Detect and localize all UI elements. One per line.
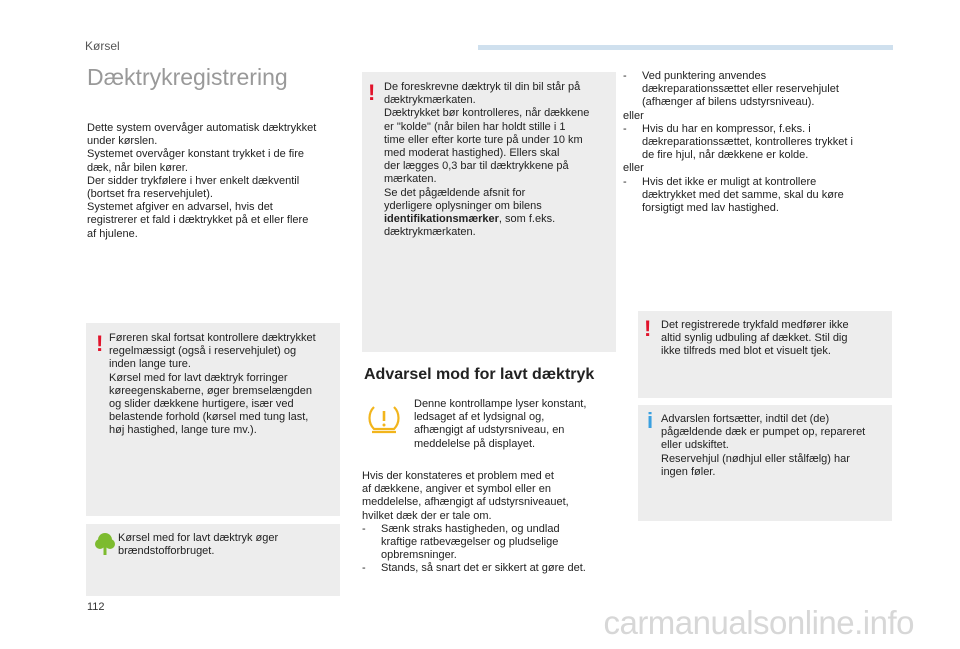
warning-line: Føreren skal fortsat kontrollere dæktrykket — [109, 332, 316, 344]
driver-warning-box — [86, 323, 340, 516]
pressure-line: time eller efter korte ture på under 10 km — [384, 133, 583, 146]
list-dash: - — [623, 122, 627, 135]
list-line: dækreparationssættet, kontrolleres trykket i — [642, 136, 853, 149]
intro-line: Systemet overvåger konstant trykket i de fire — [87, 148, 305, 161]
body-line: hvilket dæk der er tale om. — [362, 509, 492, 522]
intro-line: (bortset fra reservehjulet). — [87, 188, 213, 201]
list-line: (afhænger af bilens udstyrsniveau). — [642, 96, 815, 109]
warning-line: Kørsel med for lavt dæktryk forringer — [109, 371, 288, 384]
list-line: Hvis det ikke er muligt at kontrollere — [642, 175, 817, 188]
after-bold: , som f.eks. — [498, 213, 556, 226]
detection-line: Det registrerede trykfald medfører ikke — [661, 319, 849, 331]
low-pressure-heading: Advarsel mod for lavt dæktryk — [364, 366, 595, 383]
pressure-line: er "kolde" (når bilen har holdt stille i 1 — [384, 120, 566, 133]
list-dash: - — [623, 70, 627, 82]
body-line: meddelelse, afhængigt af udstyrsniveauet, — [362, 496, 569, 509]
intro-line: dæk, når bilen kører. — [87, 161, 188, 174]
body-line: af dækkene, angiver et symbol eller en — [362, 483, 551, 496]
detection-warning-text — [661, 319, 889, 359]
info-line: Reservehjul (nødhjul eller stålfælg) har — [661, 452, 850, 465]
warning-line: inden lange ture. — [109, 358, 191, 371]
info-line: Advarslen fortsætter, indtil det (de) — [661, 413, 830, 425]
exclamation-icon: ! — [96, 331, 104, 356]
pressure-line: der lægges 0,3 bar til dæktrykkene på — [384, 160, 569, 173]
list-line: Stands, så snart det er sikkert at gøre det. — [381, 562, 586, 575]
list-line: Ved punktering anvendes — [642, 70, 767, 82]
list-item — [623, 123, 893, 163]
intro-line: Systemet afgiver en advarsel, hvis det — [87, 201, 273, 214]
tyre-pressure-warning-icon — [366, 403, 402, 435]
eco-note-box — [86, 524, 340, 596]
intro-line: registrerer et fald i dæktrykket på et eller flere — [87, 214, 309, 227]
info-icon: i — [647, 408, 654, 433]
eco-line: Kørsel med for lavt dæktryk øger — [118, 532, 279, 544]
pressure-line: De foreskrevne dæktryk til din bil står på — [384, 81, 581, 93]
or-line: eller — [623, 162, 644, 175]
pressure-line: mærkaten. — [384, 173, 437, 186]
or-line: eller — [623, 109, 644, 122]
lamp-line: meddelelse på displayet. — [414, 437, 536, 450]
pressure-line: yderligere oplysninger om bilens — [384, 199, 542, 212]
list-line: dækreparationssættet eller reservehjulet — [642, 83, 839, 96]
eco-line: brændstofforbruget. — [118, 545, 215, 558]
info-line: ingen føler. — [661, 465, 716, 478]
list-dash: - — [362, 522, 366, 535]
info-line: pågældende dæk er pumpet op, repareret — [661, 426, 866, 439]
list-dash: - — [362, 562, 366, 575]
page-title: Dæktrykregistrering — [87, 64, 288, 90]
pressure-line: med moderat hastighed). Ellers skal — [384, 147, 560, 160]
list-line: Hvis du har en kompressor, f.eks. i — [642, 122, 811, 135]
lamp-line: afhængigt af udstyrsniveau, en — [414, 424, 565, 437]
lamp-line: ledsaget af et lydsignal og, — [414, 411, 545, 424]
tree-icon — [94, 532, 116, 556]
watermark: carmanualsonline.info — [603, 604, 914, 641]
info-note-text — [661, 413, 889, 479]
intro-line: Der sidder trykfølere i hver enkelt dækventil — [87, 174, 300, 187]
exclamation-icon: ! — [368, 80, 376, 105]
warning-line: belastende forhold (kørsel med tung last, — [109, 411, 309, 424]
exclamation-icon: ! — [644, 316, 652, 341]
lamp-description — [414, 398, 614, 451]
warning-line: køreegenskaberne, øger bremselængden — [109, 384, 313, 397]
eco-note-text — [118, 532, 333, 558]
list-line: opbremsninger. — [381, 549, 457, 562]
intro-line: Dette system overvåger automatisk dæktrykket — [87, 122, 317, 134]
pressure-line: dæktrykmærkaten. — [384, 94, 476, 107]
pressure-line — [384, 213, 616, 226]
info-line: eller udskiftet. — [661, 439, 729, 452]
warning-line: høj hastighed, lange ture mv.). — [109, 424, 257, 437]
pressure-line: Se det pågældende afsnit for — [384, 186, 526, 199]
pressure-line: Dæktrykket bør kontrolleres, når dækkene — [384, 107, 590, 120]
intro-paragraph — [87, 122, 342, 241]
info-note-box — [638, 405, 892, 521]
detection-line: ikke tilfreds med blot et visuelt tjek. — [661, 345, 831, 358]
bold-term: identifikationsmærker — [384, 213, 499, 226]
intro-line: under kørslen. — [87, 135, 158, 148]
right-column-list — [623, 70, 893, 215]
list-line: Sænk straks hastigheden, og undlad — [381, 522, 560, 535]
section-label: Kørsel — [85, 39, 120, 53]
list-item — [362, 562, 617, 575]
page-number: 112 — [87, 601, 105, 613]
detection-line: altid synlig udbuling af dækket. Stil dig — [661, 332, 848, 345]
list-dash: - — [623, 175, 627, 188]
list-line: forsigtigt med lav hastighed. — [642, 202, 779, 215]
list-line: de fire hjul, når dækkene er kolde. — [642, 149, 809, 162]
list-item — [362, 523, 617, 563]
warning-line: regelmæssigt (også i reservehjulet) og — [109, 345, 297, 358]
body-line: Hvis der konstateres et problem med et — [362, 470, 554, 482]
detection-warning-box — [638, 311, 892, 398]
pressure-warning-text — [384, 81, 616, 239]
warning-line: og slider dækkene hurtigere, især ved — [109, 398, 294, 411]
pressure-warning-box — [362, 72, 616, 352]
intro-line: af hjulene. — [87, 227, 138, 240]
driver-warning-text — [109, 332, 339, 438]
lamp-line: Denne kontrollampe lyser konstant, — [414, 398, 587, 410]
list-item — [623, 176, 893, 216]
list-line: dæktrykket med det samme, skal du køre — [642, 188, 844, 201]
list-line: kraftige ratbevægelser og pludselige — [381, 536, 559, 549]
header-bar — [478, 45, 893, 50]
list-item — [623, 70, 893, 110]
low-pressure-body — [362, 470, 617, 576]
pressure-line: dæktrykmærkaten. — [384, 226, 476, 239]
